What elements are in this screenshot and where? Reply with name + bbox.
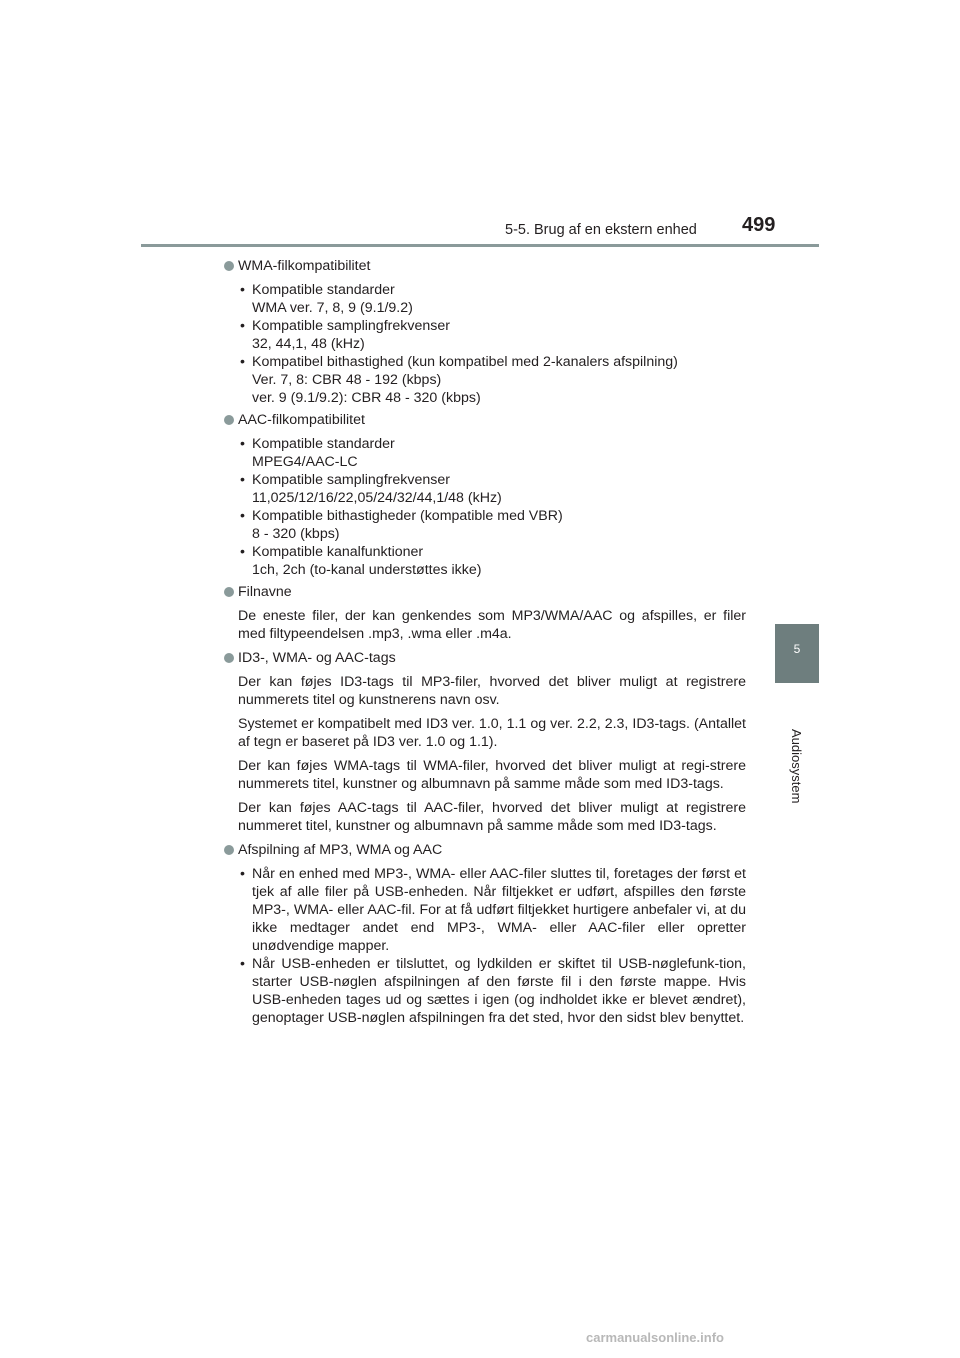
list-item-value: Ver. 7, 8: CBR 48 - 192 (kbps) [252,372,442,388]
main-content [224,257,746,1031]
list-dot-icon: • [240,436,245,452]
section-title-text: Afspilning af MP3, WMA og AAC [238,842,443,858]
item-list [224,281,746,407]
list-item-label: Kompatible bithastigheder (kompatible med VBR) [252,508,563,524]
list-dot-icon: • [240,282,245,298]
list-item-label: Kompatible samplingfrekvenser [252,318,450,334]
list-dot-icon: • [240,866,245,882]
bullet-icon [224,845,234,855]
chapter-tab [775,624,819,683]
page-header [0,0,960,280]
list-item [239,353,746,407]
list-item-value: 11,025/12/16/22,05/24/32/44,1/48 (kHz) [252,490,502,506]
section [224,583,746,643]
list-item [239,955,746,1027]
bullet-icon [224,587,234,597]
list-item-label: Kompatible kanalfunktioner [252,544,424,560]
section [224,257,746,407]
section [224,841,746,1027]
list-dot-icon: • [240,544,245,560]
list-dot-icon: • [240,472,245,488]
section-title [224,649,746,667]
paragraph: De eneste filer, der kan genkendes som MP3/WMA/AAC og afspilles, er filer med filtypeendelsen .mp3, .wma eller .m4a. [238,608,746,642]
list-item [239,435,746,471]
list-item [239,281,746,317]
list-item-value: MPEG4/AAC-LC [252,454,358,470]
list-item-text: Når USB-enheden er tilsluttet, og lydkilden er skiftet til USB-nøglefunk-tion, starter USB-nøglen afspilningen af den første fil i den første mappe. Hvis USB-enheden tages ud og sættes i igen (og indholdet ikke er blevet ændret), genoptager USB-nøglen afspilningen fra det sted, hvor den sidst blev benyttet. [252,956,746,1026]
item-list [224,865,746,1027]
list-item-value: ver. 9 (9.1/9.2): CBR 48 - 320 (kbps) [252,390,481,406]
page-number: 499 [742,214,776,236]
list-item-value: 1ch, 2ch (to-kanal understøttes ikke) [252,562,482,578]
header-rule [141,244,819,247]
bullet-icon [224,415,234,425]
paragraph: Der kan føjes WMA-tags til WMA-filer, hvorved det bliver muligt at regi-strere nummerets titel, kunstner og albumnavn på samme måde som med ID3-tags. [238,758,746,792]
list-item-label: Kompatible standarder [252,436,395,452]
section-title-text: WMA-filkompatibilitet [238,258,371,274]
list-dot-icon: • [240,318,245,334]
paragraph: Der kan føjes AAC-tags til AAC-filer, hvorved det bliver muligt at registrere nummeret titel, kunstner og albumnavn på samme måde som med ID3-tags. [238,800,746,834]
section-title-text: ID3-, WMA- og AAC-tags [238,650,396,666]
section [224,649,746,835]
section-title [224,257,746,275]
list-item-label: Kompatibel bithastighed (kun kompatibel med 2-kanalers afspilning) [252,354,678,370]
list-dot-icon: • [240,508,245,524]
list-item-value: 32, 44,1, 48 (kHz) [252,336,365,352]
section [224,411,746,579]
list-item-text: Når en enhed med MP3-, WMA- eller AAC-filer sluttes til, foretages der først et tjek af alle filer på USB-enheden. Når filtjekket er udført, afspilles den første MP3-, WMA- eller AAC-fil. For at få udført filtjekket hurtigere anbefaler vi, at du ikke medtager andet end MP3-, WMA- eller AAC-filer eller opretter unødvendige mapper. [252,866,746,954]
chapter-label-text: Audiosystem [789,729,804,804]
list-item [239,865,746,955]
watermark: carmanualsonline.info [586,1330,724,1345]
list-item [239,543,746,579]
paragraph: Der kan føjes ID3-tags til MP3-filer, hvorved det bliver muligt at registrere nummerets titel og kunstnerens navn osv. [238,674,746,708]
item-list [224,435,746,579]
section-title-text: AAC-filkompatibilitet [238,412,365,428]
list-item [239,507,746,543]
paragraph: Systemet er kompatibelt med ID3 ver. 1.0, 1.1 og ver. 2.2, 2.3, ID3-tags. (Antallet af tegn er baseret på ID3 ver. 1.0 og 1.1). [238,716,746,750]
section-title-text: Filnavne [238,584,292,600]
section-title [224,411,746,429]
bullet-icon [224,261,234,271]
section-title [224,841,746,859]
list-item [239,471,746,507]
list-dot-icon: • [240,956,245,972]
section-title [224,583,746,601]
section-title: 5-5. Brug af en ekstern enhed [505,222,697,238]
list-item-value: WMA ver. 7, 8, 9 (9.1/9.2) [252,300,413,316]
list-item-label: Kompatible samplingfrekvenser [252,472,450,488]
chapter-number: 5 [793,642,801,656]
bullet-icon [224,653,234,663]
list-item-label: Kompatible standarder [252,282,395,298]
list-item [239,317,746,353]
list-item-value: 8 - 320 (kbps) [252,526,340,542]
list-dot-icon: • [240,354,245,370]
